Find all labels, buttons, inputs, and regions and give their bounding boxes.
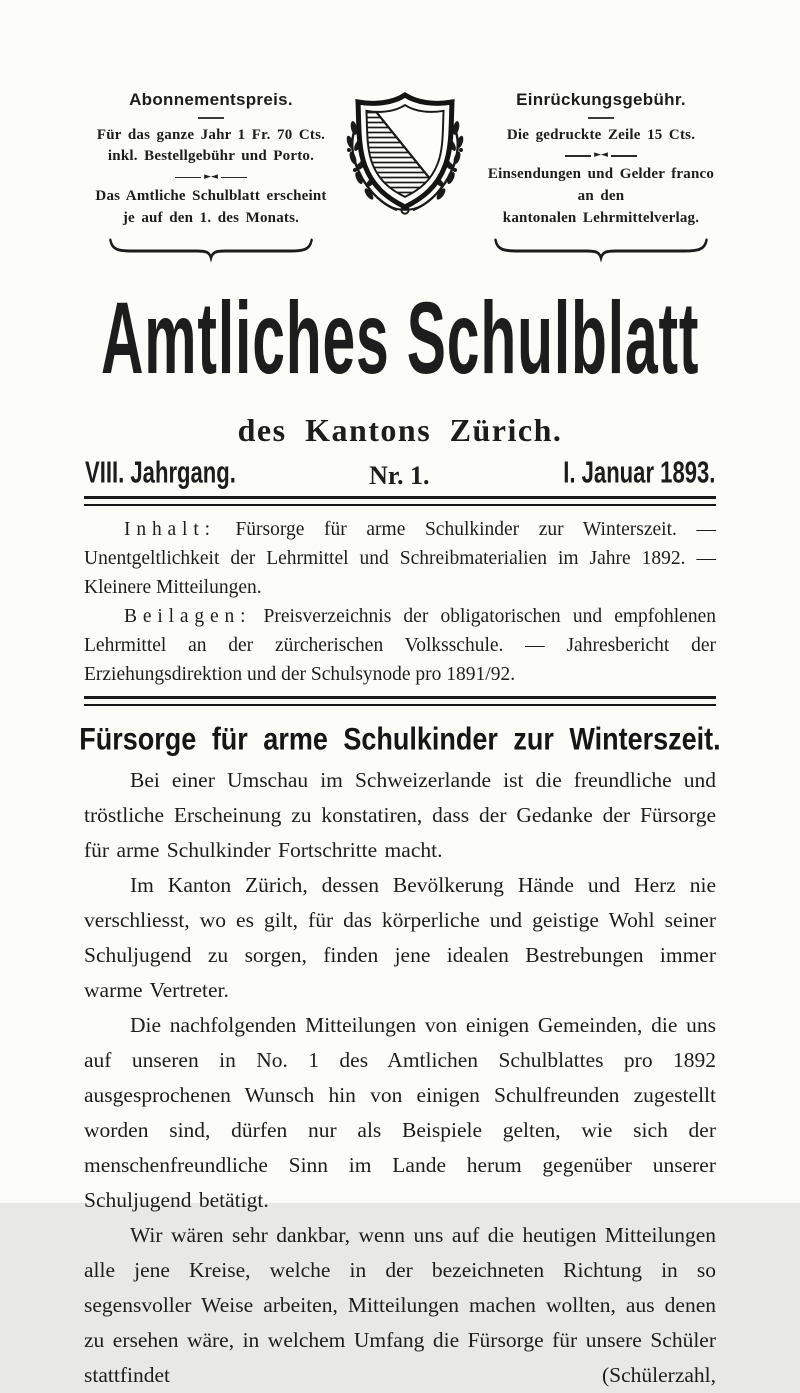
remittance-line: an den [577, 188, 625, 205]
issue-number: Nr. 1. [369, 460, 430, 490]
subscription-title: Abonnementspreis. [129, 90, 293, 109]
ornament-line [611, 155, 637, 157]
masthead-title-area [0, 282, 800, 394]
newspaper-subtitle: des Kantons Zürich. [237, 411, 563, 448]
arrowheads-glyph: ►◄ [204, 172, 218, 183]
arrow-ornament-icon [80, 173, 342, 182]
short-rule-divider [588, 117, 614, 119]
newspaper-title: Amtliches Schulblatt [100, 280, 700, 395]
insertion-fee-block [468, 88, 734, 260]
arrow-ornament-icon [468, 151, 734, 160]
publication-schedule-line: Das Amtliche Schulblatt erscheint [95, 188, 327, 205]
double-rule-divider [84, 496, 716, 506]
arrowheads-glyph: ►◄ [594, 150, 608, 161]
masthead [0, 0, 800, 260]
article-paragraph: Im Kanton Zürich, dessen Bevölkerung Hände und Herz nie verschliesst, wo es gilt, für das körperliche und geistige Wohl seiner Schuljugend zu sorgen, finden jene idealen Bestrebungen immer warme Vertreter. [84, 872, 716, 1002]
short-rule-divider [198, 117, 224, 119]
insertion-fee-line-group [468, 125, 734, 147]
remittance-lines [468, 164, 734, 229]
inhalt-text: Fürsorge für arme Schulkinder zur Winterszeit. — Unentgeltlichkeit der Lehrmittel und Schreibmaterialien im Jahre 1892. — Kleinere Mitteilungen. [84, 518, 716, 598]
insertion-fee-title: Einrückungsgebühr. [516, 90, 686, 109]
subscription-price-line: inkl. Bestellgebühr und Porto. [107, 148, 315, 165]
ornament-line [221, 177, 247, 179]
ornament-line [565, 155, 591, 157]
issue-date: I. Januar 1893. [562, 455, 715, 490]
underbrace-icon [108, 236, 314, 260]
ornament-line [175, 177, 201, 179]
subscription-price-line: Für das ganze Jahr 1 Fr. 70 Cts. [96, 126, 326, 143]
article-paragraph: Bei einer Umschau im Schweizerlande ist die freundliche und tröstliche Erscheinung zu konstatiren, dass der Gedanke der Fürsorge für arme Schulkinder Fortschritte macht. [84, 767, 716, 862]
double-rule-divider [84, 696, 716, 706]
remittance-line: Einsendungen und Gelder franco [487, 166, 715, 183]
toc-beilagen-paragraph [84, 602, 716, 689]
article-paragraph: Wir wären sehr dankbar, wenn uns auf die heutigen Mitteilungen alle jene Kreise, welche in der bezeichneten Richtung in so segensvoller Weise arbeiten, Mitteilungen machen wollten, aus denen zu ersehen wäre, in welchem Umfang die Fürsorge für unsere Schüler stattfindet (Schülerzahl, [84, 1222, 716, 1387]
remittance-line: kantonalen Lehrmittelverlag. [502, 209, 700, 226]
table-of-contents [84, 515, 716, 689]
article-paragraph: Die nachfolgenden Mitteilungen von einigen Gemeinden, die uns auf unseren in No. 1 des Amtlichen Schulblattes pro 1892 ausgesprochenen Wunsch hin von einigen Schulfreunden zugestellt worden sind, dürfen nur als Beispiele gelten, wie sich der menschenfreundliche Sinn im Lande herum gegenüber unserer Schuljugend betätigt. [84, 1012, 716, 1212]
publication-schedule-line: je auf den 1. des Monats. [122, 209, 300, 226]
beilagen-label: Beilagen: [124, 605, 252, 627]
insertion-fee-line: Die gedruckte Zeile 15 Cts. [506, 126, 696, 143]
toc-inhalt-paragraph [84, 515, 716, 602]
zurich-coat-of-arms-icon [345, 90, 465, 218]
volume-label: VIII. Jahrgang. [85, 455, 236, 490]
beilagen-text: Preisverzeichnis der obligatorischen und empfohlenen Lehrmittel an der zürcherischen Volksschule. — Jahresbericht der Erziehungsdirektion und der Schulsynode pro 1891/92. [84, 605, 716, 685]
underbrace-icon [493, 236, 709, 260]
article-body [84, 763, 716, 1393]
issue-info-line [85, 455, 715, 490]
subscription-price-lines [80, 125, 342, 169]
inhalt-label: Inhalt: [124, 518, 216, 540]
article-heading: Fürsorge für arme Schulkinder zur Winterszeit. [79, 720, 721, 757]
subscription-info-block [80, 88, 342, 260]
publication-schedule-lines [80, 186, 342, 230]
